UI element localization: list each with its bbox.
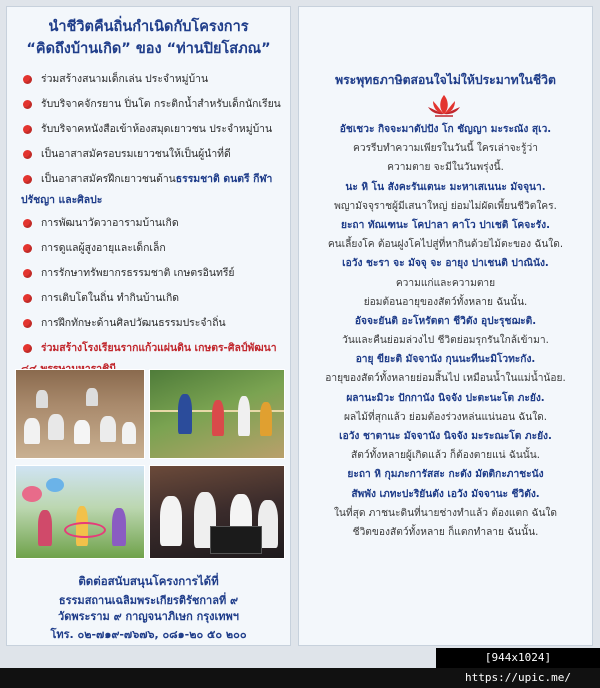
- list-item-text: รับบริจาคหนังสือเข้าห้องสมุดเยาวชน ประจำหมู่บ้าน: [41, 123, 273, 135]
- verse-pali: ผลานะมิวะ ปักกานัง นิจจัง ปะตะนะโต ภะยัง.: [346, 392, 545, 404]
- bullet-icon: [23, 175, 32, 184]
- verse-pali: สัพพัง เภทะปะริยันตัง เอวัง มัจจานะ ชีวิตัง.: [351, 488, 540, 500]
- verse-thai: ความตาย จะมีในวันพรุ่งนี้.: [387, 162, 504, 174]
- list-item-text: รับบริจาคจักรยาน ปิ่นโต กระติกน้ำสำหรับเด็กนักเรียน: [41, 98, 281, 110]
- verse-pali: อัจจะยันติ อะโหรัตตา ชีวิตัง อุปะรุชฌะติ.: [354, 315, 537, 327]
- list-item: [21, 148, 287, 173]
- panel-title-line2: “คิดถึงบ้านเกิด” ของ “ท่านปิยโสภณ”: [26, 41, 271, 57]
- verse-pali: เอวัง ชะรา จะ มัจจุ จะ อายุง ปาเชนติ ปาณินัง.: [342, 258, 549, 270]
- list-item-text: ร่วมสร้างโรงเรียนรากแก้วแผ่นดิน เกษตร-ศิลป์พัฒนา: [41, 342, 277, 354]
- bullet-icon: [23, 150, 32, 159]
- panel-title: พระพุทธภาษิตสอนใจไม่ให้ประมาทในชีวิต: [335, 73, 556, 87]
- verse-thai: ผลไม้ที่สุกแล้ว ย่อมต้องร่วงหล่นแน่นอน ฉันใด.: [343, 411, 548, 423]
- verse-thai: ในที่สุด ภาชนะดินที่นายช่างทำแล้ว ต้องแตก ฉันใด: [333, 507, 558, 519]
- bullet-icon: [23, 344, 32, 353]
- photo-violin: [149, 465, 285, 559]
- list-item-highlight: ธรรมชาติ ดนตรี กีฬา: [175, 173, 273, 185]
- list-item-text: เป็นอาสาสมัครอบรมเยาวชนให้เป็นผู้นำที่ดี: [41, 148, 231, 160]
- verse-thai: ความแก่และความตาย: [395, 277, 496, 289]
- verse-pali: นะ หิ โน สังคะรันเตนะ มะหาเสเนนะ มัจจุนา.: [345, 181, 546, 193]
- bullet-icon: [23, 319, 32, 328]
- verse-thai: ควรรีบทำความเพียรในวันนี้ ใครเล่าจะรู้ว่า: [353, 143, 538, 155]
- contact-place: ธรรมสถานเฉลิมพระเกียรติรัชกาลที่ ๙: [58, 594, 239, 607]
- photo-collage: [15, 369, 283, 559]
- photo-rope-bridge: [149, 369, 285, 459]
- list-item-text: การเติบโตในถิ่น ทำกินบ้านเกิด: [41, 292, 180, 304]
- verse-thai: คนเลี้ยงโค ต้อนฝูงโคไปสู่ที่หากินด้วยไม้ตะของ ฉันใด.: [327, 239, 564, 251]
- photo-classroom: [15, 369, 145, 459]
- verse-thai: สัตว์ทั้งหลายผู้เกิดแล้ว ก็ต้องตายแน่ ฉันนั้น.: [351, 450, 540, 462]
- verse-thai: วันและคืนย่อมล่วงไป ชีวิตย่อมรุกรันใกล้เข้ามา.: [342, 335, 549, 347]
- list-item-text: ร่วมสร้างสนามเด็กเล่น ประจำหมู่บ้าน: [41, 73, 209, 85]
- bullet-icon: [23, 269, 32, 278]
- verse-list: [305, 123, 586, 545]
- photo-hula-hoop: [15, 465, 145, 559]
- verse-pali: อัชเชวะ กิจจะมาตัปปัง โก ชัญญา มะระณัง สุเว.: [339, 124, 552, 135]
- contact-phone: โทร. ๐๒-๗๑๙-๗๖๗๖, ๐๘๑-๒๐ ๕๐ ๒๐๐: [50, 628, 247, 641]
- verse-pali: ยะถา หิ กุมภะการัสสะ กะตัง มัตติกะภาชะนัง: [347, 469, 544, 481]
- list-item: [21, 242, 287, 267]
- bullet-icon: [23, 294, 32, 303]
- lotus-icon: [427, 93, 461, 117]
- list-item-text: เป็นอาสาสมัครฝึกเยาวชนด้าน: [41, 173, 176, 185]
- list-item: [21, 317, 287, 342]
- list-item-text: การดูแลผู้สูงอายุและเด็กเล็ก: [41, 242, 166, 254]
- contact-address: วัดพระราม ๙ กาญจนาภิเษก กรุงเทพฯ: [58, 610, 239, 623]
- bullet-icon: [23, 100, 32, 109]
- verse-thai: ย่อมต้อนอายุของสัตว์ทั้งหลาย ฉันนั้น.: [363, 296, 528, 308]
- bullet-icon: [23, 75, 32, 84]
- list-item: [21, 98, 287, 123]
- verse-thai: พญามัจจุราชผู้มีเสนาใหญ่ ย่อมไม่ผัดเพี้ยนชีวิตใคร.: [334, 200, 557, 212]
- list-item: [21, 217, 287, 242]
- verse-pali: อายุ ขียะติ มัจจานัง กุนนะทีนะมิโวทะกัง.: [355, 354, 536, 366]
- list-item: [21, 73, 287, 98]
- verse-pali: ยะถา ทัณเฑนะ โคปาลา คาโว ปาเชติ โคจะรัง.: [340, 219, 550, 231]
- list-item-text: การฝึกทักษะด้านศิลปวัฒนธรรมประจำถิ่น: [41, 317, 226, 329]
- dhamma-panel: [298, 6, 593, 646]
- verse-thai: อายุของสัตว์ทั้งหลายย่อมสิ้นไป เหมือนน้ำในแม่น้ำน้อย.: [325, 373, 566, 385]
- contact-heading: ติดต่อสนับสนุนโครงการได้ที่: [78, 574, 219, 588]
- list-item: [21, 123, 287, 148]
- verse-pali: เอวัง ชาตานะ มัจจานัง นิจจัง มะระณะโต ภะยัง.: [339, 431, 552, 442]
- bullet-icon: [23, 244, 32, 253]
- bullet-icon: [23, 125, 32, 134]
- verse-thai: ชีวิตของสัตว์ทั้งหลาย ก็แตกทำลาย ฉันนั้น.: [352, 526, 539, 538]
- bullet-icon: [23, 219, 32, 228]
- list-item: [21, 173, 287, 217]
- list-item-text: การรักษาทรัพยากรธรรมชาติ เกษตรอินทรีย์: [41, 267, 235, 279]
- contact-block: [7, 573, 290, 643]
- list-item-text-line2: ปรัชญา และศิลปะ: [21, 194, 103, 206]
- project-panel: [6, 6, 291, 646]
- list-item: [21, 292, 287, 317]
- activity-list: [21, 73, 287, 386]
- list-item-text: การพัฒนาวัดวาอารามบ้านเกิด: [41, 217, 179, 229]
- list-item: [21, 267, 287, 292]
- panel-title-line1: นำชีวิตคืนถิ่นกำเนิดกับโครงการ: [48, 19, 249, 35]
- watermark-link[interactable]: [944x1024] https://upic.me/: [436, 648, 600, 668]
